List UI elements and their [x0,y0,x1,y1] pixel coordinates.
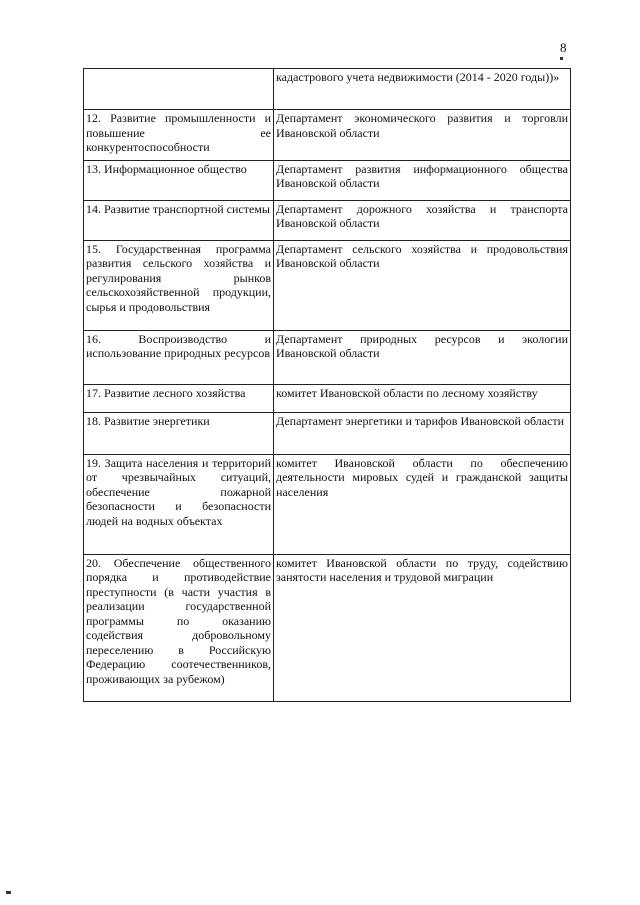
department-cell: Департамент природных ресурсов и экологии Ивановской области [274,330,571,384]
program-name-cell: 13. Информационное общество [84,160,274,200]
program-name-cell: 15. Государственная программа развития сельского хозяйства и регулирования рынков сельскохозяйственной продукции, сырья и продовольствия [84,240,274,330]
table-row [84,330,571,384]
department-cell: Департамент экономического развития и торговли Ивановской области [274,110,571,161]
program-table-body [84,69,571,702]
table-row [84,200,571,240]
department-cell: комитет Ивановской области по обеспечению деятельности мировых судей и гражданской защиты населения [274,454,571,554]
program-name-cell: 12. Развитие промышленности и повышение ее конкурентоспособности [84,110,274,161]
program-name-cell: 20. Обеспечение общественного порядка и противодействие преступности (в части участия в реализации государственной программы по оказанию содействия добровольному переселению в Российскую Федерацию соотечественников, проживающих за рубежом) [84,554,274,701]
department-cell: Департамент дорожного хозяйства и транспорта Ивановской области [274,200,571,240]
table-row [84,110,571,161]
scan-artifact [560,57,563,60]
table-row [84,454,571,554]
department-cell: кадастрового учета недвижимости (2014 - 2020 годы))» [274,69,571,110]
program-name-cell [84,69,274,110]
program-name-cell: 17. Развитие лесного хозяйства [84,384,274,412]
department-cell: комитет Ивановской области по лесному хозяйству [274,384,571,412]
program-name-cell: 16. Воспроизводство и использование природных ресурсов [84,330,274,384]
department-cell: Департамент энергетики и тарифов Ивановской области [274,412,571,454]
table-row [84,240,571,330]
table-row [84,384,571,412]
scan-artifact [6,891,11,894]
table-row [84,160,571,200]
program-name-cell: 14. Развитие транспортной системы [84,200,274,240]
program-name-cell: 18. Развитие энергетики [84,412,274,454]
department-cell: Департамент сельского хозяйства и продовольствия Ивановской области [274,240,571,330]
table-row [84,412,571,454]
department-cell: комитет Ивановской области по труду, содействию занятости населения и трудовой миграции [274,554,571,701]
department-cell: Департамент развития информационного общества Ивановской области [274,160,571,200]
table-row [84,554,571,701]
page-number: 8 [560,40,567,55]
program-table [83,68,571,702]
table-row [84,69,571,110]
program-name-cell: 19. Защита населения и территорий от чрезвычайных ситуаций, обеспечение пожарной безопасности и безопасности людей на водных объектах [84,454,274,554]
